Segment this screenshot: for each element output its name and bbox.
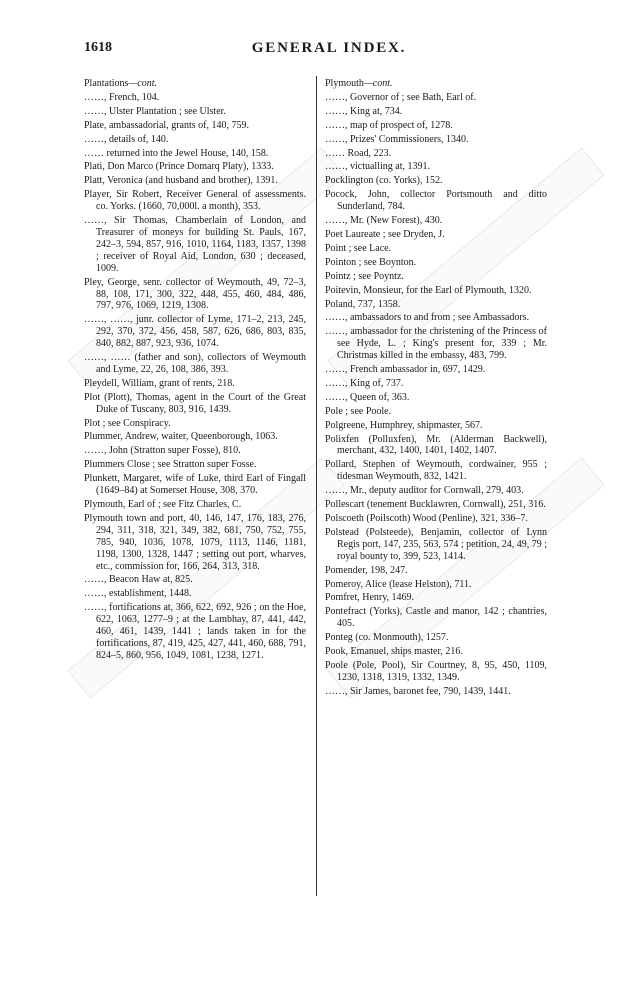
index-entry: ……, …… (father and son), collectors of Weymouth and Lyme, 22, 26, 108, 386, 393. — [84, 352, 306, 375]
index-entry: ……, King of, 737. — [325, 377, 404, 389]
index-entry: Pomender, 198, 247. — [325, 564, 408, 576]
index-entry: Pley, George, senr. collector of Weymouth, 49, 72–3, 88, 108, 171, 300, 322, 448, 455, 460, 484, 486, 797, 976, 1069, 1219, 1308. — [84, 276, 306, 312]
index-entry: Plymouth town and port, 40, 146, 147, 176, 183, 276, 294, 311, 318, 321, 349, 382, 681, 750, 752, 755, 785, 940, 1036, 1078, 1079, 1113, 1146, 1181, 1198, 1300, 1328, 1447 ; setting out port, wharves, etc., commission for, 166, 264, 313, 318. — [84, 512, 306, 572]
index-entry: ……, ambassador for the christening of the Princess of see Hyde, L. ; King's present for, 339 ; Mr. Christmas killed in the embassy, 483, 799. — [325, 326, 547, 362]
index-entry: Polscoeth (Poilscoth) Wood (Penline), 321, 336–7. — [325, 513, 528, 524]
index-entry: ……, Mr., deputy auditor for Cornwall, 279, 403. — [325, 485, 524, 497]
index-entry: ……, establishment, 1448. — [84, 588, 192, 600]
index-entry: Plymouth, Earl of ; see Fitz Charles, C. — [84, 499, 242, 510]
index-entry: ……, French, 104. — [84, 91, 160, 103]
entry-list — [84, 92, 306, 662]
index-entry: ……, Queen of, 363. — [325, 391, 410, 403]
index-entry: ……, details of, 140. — [84, 133, 169, 145]
running-title: GENERAL INDEX. — [251, 40, 407, 56]
index-entry: Plot (Plott), Thomas, agent in the Court of the Great Duke of Tuscany, 803, 916, 1439. — [84, 391, 306, 415]
index-entry: ……, Beacon Haw at, 825. — [84, 574, 193, 586]
continued-marker: —cont. — [128, 78, 158, 89]
entry-list — [325, 92, 547, 698]
index-entry: ……, map of prospect of, 1278. — [325, 119, 453, 131]
page-header — [84, 40, 574, 60]
index-entry: ……, fortifications at, 366, 622, 692, 926 ; on the Hoe, 622, 1063, 1277–9 ; at the Lambhay, 87, 441, 442, 460, 461, 1439, 1441 ; lands taken in for the fortifications, 87, 419, 425, 427, 441, 460, 688, 791, 824–5, 860, 956, 1049, 1081, 1238, 1271. — [84, 602, 306, 661]
index-entry: Player, Sir Robert, Receiver General of assessments. co. Yorks. (1660, 70,000l. a month), 353. — [84, 189, 306, 213]
heading-text: Plymouth — [325, 78, 364, 89]
index-entry: Platt, Veronica (and husband and brother), 1391. — [84, 175, 278, 187]
index-entry: Pollescart (tenement Bucklawren, Cornwall), 251, 316. — [325, 499, 546, 511]
index-entry: ……, Prizes' Commissioners, 1340. — [325, 133, 469, 145]
index-entry: Poitevin, Monsieur, for the Earl of Plymouth, 1320. — [325, 284, 532, 296]
index-entry: Pocklington (co. Yorks), 152. — [325, 175, 443, 187]
index-entry: Pocock, John, collector Portsmouth and ditto Sunderland, 784. — [325, 189, 547, 213]
index-entry: ……, ……, junr. collector of Lyme, 171–2, 213, 245, 292, 370, 372, 456, 458, 587, 626, 686, 803, 835, 840, 882, 887, 923, 936, 1074. — [84, 314, 306, 350]
index-entry: ……, Governor of ; see Bath, Earl of. — [325, 91, 477, 103]
index-entry: Pleydell, William, grant of rents, 218. — [84, 377, 235, 389]
index-entry: Pomfret, Henry, 1469. — [325, 592, 415, 604]
index-entry: ……, John (Stratton super Fosse), 810. — [84, 445, 241, 457]
page-number: 1618 — [84, 40, 112, 55]
index-entry: ……, ambassadors to and from ; see Ambassadors. — [325, 312, 530, 324]
column-divider — [316, 76, 317, 896]
index-column-left — [84, 78, 306, 664]
index-entry: Pook, Emanuel, ships master, 216. — [325, 646, 463, 658]
index-entry: Pomeroy, Alice (lease Helston), 711. — [325, 578, 472, 590]
index-entry: ……, Ulster Plantation ; see Ulster. — [84, 105, 226, 117]
index-entry: Pointz ; see Poyntz. — [325, 270, 404, 282]
index-entry: Polgreene, Humphrey, shipmaster, 567. — [325, 419, 483, 431]
index-entry: Plati, Don Marco (Prince Domarq Platy), 1333. — [84, 161, 274, 173]
index-entry: …… Road, 223. — [325, 147, 392, 159]
index-entry: ……, King at, 734. — [325, 105, 403, 117]
index-entry: Plummers Close ; see Stratton super Fosse. — [84, 459, 257, 471]
index-entry: Polixfen (Polluxfen), Mr. (Alderman Backwell), merchant, 432, 1400, 1401, 1402, 1407. — [325, 433, 547, 457]
index-entry: ……, victualling at, 1391. — [325, 161, 430, 173]
index-entry: Poole (Pole, Pool), Sir Courtney, 8, 95, 450, 1109, 1230, 1318, 1319, 1332, 1349. — [325, 659, 547, 683]
index-entry: Pontefract (Yorks), Castle and manor, 142 ; chantries, 405. — [325, 606, 547, 630]
index-entry: Pole ; see Poole. — [325, 405, 392, 417]
continued-heading — [84, 78, 306, 90]
index-column-right — [325, 78, 547, 700]
continued-marker: —cont. — [363, 78, 393, 89]
index-entry: Polstead (Polsteede), Benjamin, collector of Lynn Regis port, 147, 235, 563, 574 ; petition, 24, 49, 79 ; royal bounty to, 399, 523, 1414. — [325, 526, 547, 562]
index-entry: ……, Sir James, baronet fee, 790, 1439, 1441. — [325, 685, 511, 697]
index-entry: Pointon ; see Boynton. — [325, 256, 417, 268]
index-entry: …… returned into the Jewel House, 140, 158. — [84, 147, 269, 159]
heading-text: Plantations — [84, 78, 129, 89]
index-entry: ……, Mr. (New Forest), 430. — [325, 215, 443, 227]
index-entry: Poland, 737, 1358. — [325, 298, 401, 310]
index-entry: Plummer, Andrew, waiter, Queenborough, 1063. — [84, 431, 278, 443]
index-entry: ……, French ambassador in, 697, 1429. — [325, 364, 486, 376]
index-entry: Pollard, Stephen of Weymouth, cordwainer, 955 ; tidesman Weymouth, 832, 1421. — [325, 459, 547, 483]
index-entry: Plunkett, Margaret, wife of Luke, third Earl of Fingall (1649–84) at Somerset House, 308, 370. — [84, 473, 306, 497]
index-entry: ……, Sir Thomas, Chamberlain of London, and Treasurer of moneys for building St. Pauls, 167, 242–3, 594, 857, 916, 1010, 1164, 1183, 1357, 1398 ; receiver of Royal Aid, London, 630 ; deceased, 1009. — [84, 215, 306, 274]
continued-heading — [325, 78, 547, 90]
index-entry: Plate, ambassadorial, grants of, 140, 759. — [84, 119, 249, 131]
index-entry: Point ; see Lace. — [325, 242, 392, 254]
index-entry: Poet Laureate ; see Dryden, J. — [325, 228, 445, 240]
index-entry: Plot ; see Conspiracy. — [84, 417, 171, 429]
index-entry: Ponteg (co. Monmouth), 1257. — [325, 632, 449, 644]
